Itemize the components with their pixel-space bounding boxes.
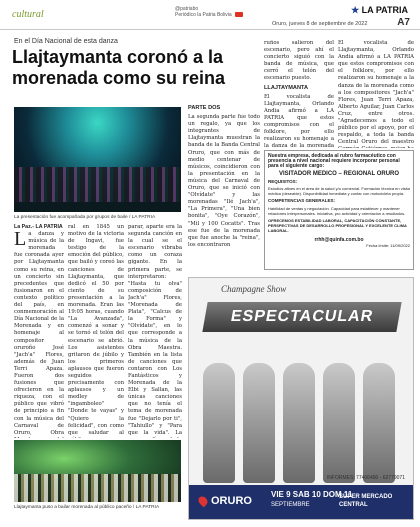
- promo-phone: INFORMES: 77406490 - 62779071: [326, 475, 405, 481]
- newspaper-logo: ★ LA PATRIA: [351, 5, 408, 15]
- issue-date: Oruro, jueves 8 de septiembre de 2022: [272, 21, 368, 27]
- performer-figure: [323, 363, 355, 483]
- page-number: A7: [397, 17, 410, 28]
- promo-info-bar: [189, 485, 413, 519]
- column-text: El vocalista de Llajtaymanta, Orlando Andia afirmó a LA PATRIA que estos compromisos con el folklore, por ello realizaron su homenaje a la danza de la morenada como a los compositores "Jach'a" Flores, Juan Terri Apaza, Alberto Aguilar, Juan Carlos Cruz, entre otros. "Agradecemos a todo el público por el apoyo, por el respaldo, a toda la banda Central Oruro del maestro: [338, 40, 414, 146]
- ad-requirements: Estudios afines en el área de la salud y/o comercial. Formación técnica en visita médica (deseable). Disponibilidad inmediata y contar con motocicleta propia.: [268, 186, 410, 197]
- channel-handle: @patriabo: [175, 6, 199, 12]
- promo-venue: SÚPER MERCADO CENTRAL: [339, 494, 393, 508]
- section-label: cultural: [12, 9, 44, 20]
- show-advertisement: [188, 277, 414, 520]
- article-column-4: [188, 103, 260, 273]
- star-icon: ★: [351, 5, 360, 15]
- photo-caption: Llajtaymanta puso a bailar morenada al público paceño / LA PATRIA: [14, 505, 160, 510]
- promo-dates: VIE 9 SAB 10 DOM 11: [271, 490, 353, 499]
- job-advertisement: [264, 150, 414, 270]
- ad-benefits: OFRECEMOS ESTABILIDAD LABORAL, CAPACITACIÓN CONSTANTE, PERSPECTIVAS DE DESARROLLO PROFESIONAL Y EXCELENTE CLIMA LABORAL.: [268, 218, 407, 234]
- performer-figure: [243, 363, 275, 483]
- article-kicker: En el Día Nacional de esta danza: [14, 38, 118, 45]
- photo-caption: La presentación fue acompañada por grupos de baile / LA PATRIA: [14, 215, 156, 220]
- subhead: PARTE DOS: [188, 105, 221, 111]
- article-column-5: [264, 40, 334, 148]
- article-column-6: [338, 40, 414, 148]
- promo-title: ESPECTACULAR: [202, 302, 401, 332]
- performer-figure: [283, 363, 315, 483]
- column-text: La segunda parte fue todo un regalo, ya que los integrantes de Llajtaymanta muestran la banda de la Banda Central Oruro, que con más de medio centenar de músicos, coincidieron con la presentación en la música del Carnaval de Oruro, que se inició con "Olvídate" y las morenadas "Ilé Jach'a", "La Primera", "Una bien bonita", "Oye Corazón", "Mil y 100 Cocatts". Tras ese fue de la morenada que fue anoche la "reina", los encontraron: [188, 114, 260, 248]
- article-column-2: [68, 224, 124, 438]
- column-text: a danza y música de la morenada fue coronada ayer por Llajtaymanta como su reina, en un concierto sin precedentes que fusionaron en el contexto político del país, en conmemoración al Día Nacional de la Morenada y en homenaje al compositor oruroño José "Jach'a" Flores, además de Juan Terri Apaza. Fueron dos fusiones que ofrecieron en la riqueza, con el público que vibró de principio a fin con la música del Carnaval de Oruro, Obra: [14, 231, 64, 436]
- drop-cap: L: [14, 228, 27, 251]
- crowd-silhouette: [14, 474, 181, 502]
- ad-position: VISITADOR MEDICO – REGIONAL ORURO: [278, 170, 400, 177]
- page-header: [0, 0, 420, 30]
- concert-photo: [14, 107, 181, 212]
- ad-skills-label: COMPETENCIAS GENERALES:: [268, 198, 336, 204]
- promo-brand: Champagne Show: [221, 284, 287, 294]
- youtube-icon: [235, 12, 243, 17]
- promo-city: ORURO: [211, 495, 252, 507]
- social-channel[interactable]: [175, 6, 243, 18]
- promo-month: SEPTIEMBRE: [271, 502, 310, 508]
- ad-intro: Nuestra empresa, dedicada al rubro farmacéutico con presencia a nivel nacional requiere incorporar personal para el siguiente cargo:: [268, 153, 400, 170]
- ad-deadline: Fecha límite: 11/09/2022: [366, 242, 410, 248]
- article-headline: Llajtaymanta coronó a la morenada como su reina: [12, 47, 226, 88]
- stage-floor: [14, 202, 181, 212]
- ad-skills: Habilidad de ventas y negociación. Capacidad para establecer y mantener relaciones interpersonales. Iniciativa, pro actividad y orientación a resultados.: [268, 205, 406, 216]
- column-text: ral en 1845 un motivo de la victoria de Ingavi, fue testigo de la emoción del público, que bailó y coreó las canciones de Llajtaymanta, que dedicó el 50 por ciento de su presentación a la morenada. Eran las 19:05 horas, cuando "La Avanzada", comenzó a sonar y se tornó el telón del escenario se abrió. Los asistentes gritaron de júbilo y los primeros aplausos que fueron seguidos precisamente con aplausos y un medley de "ingamboleo" "Donde te vayas" y "Quiero la felicidad", con como que saludar al: [68, 224, 124, 436]
- audience-photo: [14, 440, 181, 502]
- column-text: parar, aparte era la segunda canción en la cual se el escenario vibraba como un coraza gigante. En la primera parte, se interpretaron: "Hasta tu olva" composición de Jach'a" Flores, "Morenada de Plata", "Calcus de la Forma" y "Olvídate", en lo que corresponde a la música de la Obra Maestra. También en la lista de canciones que contaron con Los Fantásticos y Morenada de la Elbi y Sallan, las únicas canciones que no tenía el tema de morenada fue "Dejarlo por ti", "Tahiullo" y "Para que la vida". La: [128, 224, 182, 436]
- location-pin-icon: [197, 495, 210, 508]
- dateline: La Paz.- LA PATRIA: [14, 224, 63, 230]
- performer-figure: [363, 363, 395, 483]
- ad-email[interactable]: rrhh@quinfa.com.bo: [314, 236, 364, 243]
- column-text: ruños salieron del escenario, pero ahí el concierto siguió con la banda de música, que cerró el telón del escenario puesto.: [264, 40, 334, 82]
- channel-subtitle: Periódico la Patria Bolivia: [175, 12, 232, 18]
- article-column-1: [14, 224, 64, 438]
- performer-figure: [203, 363, 235, 483]
- subhead: LLAJTAYMANTA: [264, 84, 309, 91]
- article-column-3: [128, 224, 182, 438]
- column-text: El vocalista de Llajtaymanta, Orlando Andia afirmó a LA PATRIA que estos compromisos con el folklore, por ello realizaron su homenaje a la danza de la morenada: [264, 93, 334, 148]
- ad-requirements-label: REQUISITOS:: [268, 178, 298, 184]
